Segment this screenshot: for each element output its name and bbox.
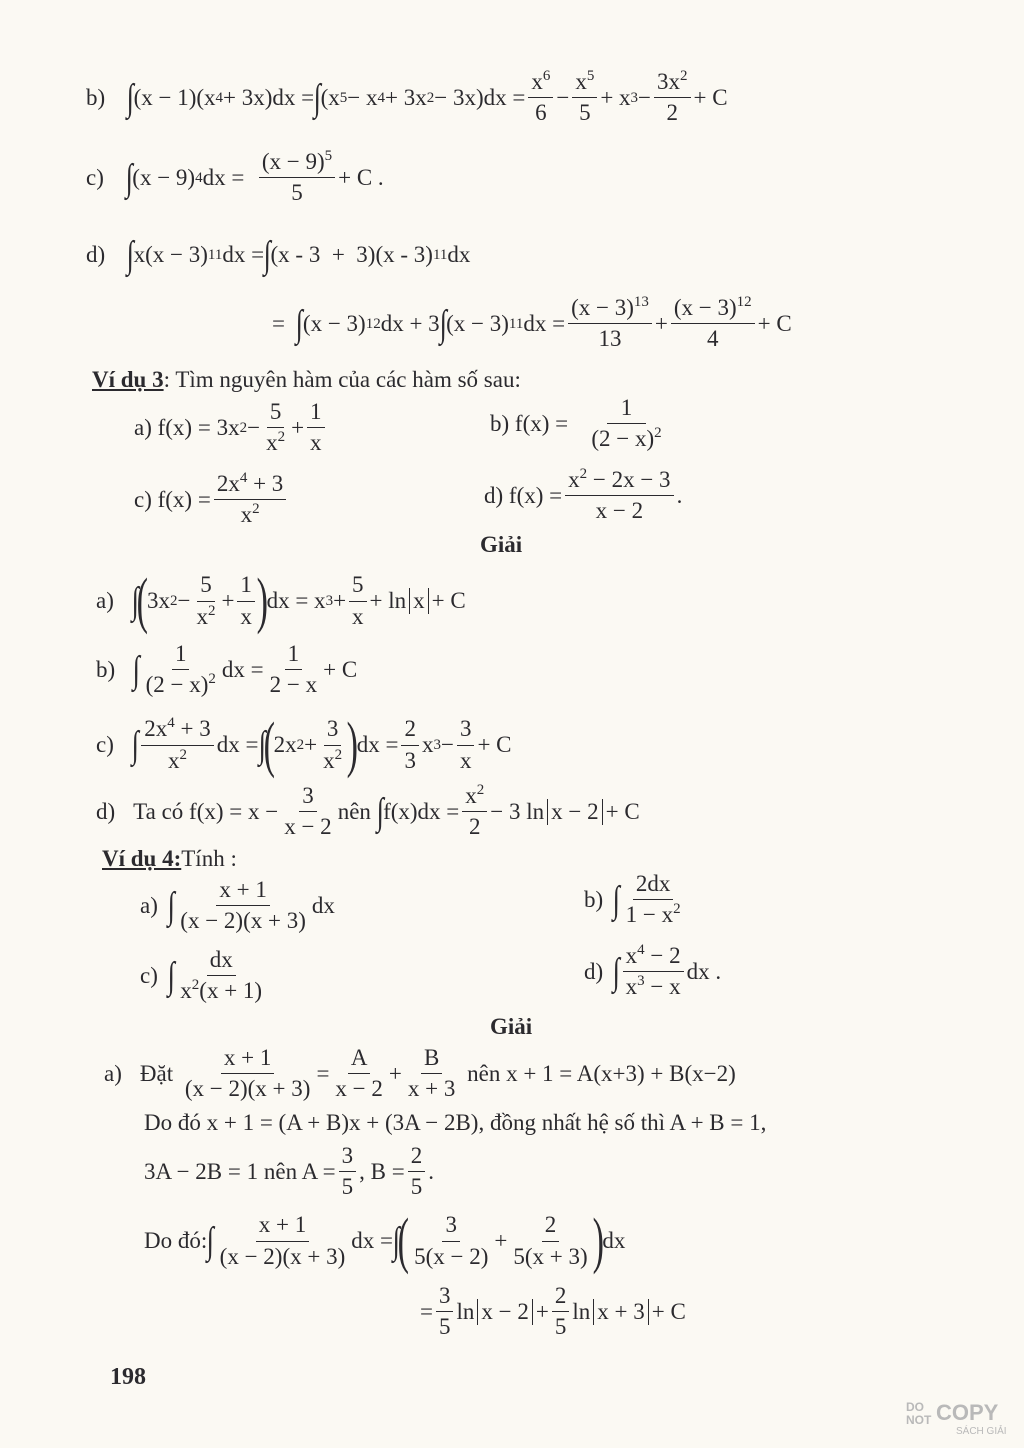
sol4-a-2: Do đó x + 1 = (A + B)x + (3A − 2B), đồng nhất hệ số thì A + B = 1, (144, 1110, 767, 1135)
example3-heading: Ví dụ 3 (92, 367, 164, 392)
example4-text: Tính : (181, 846, 237, 871)
ex4-a: a) ∫ x + 1 (x − 2)(x + 3) dx (140, 877, 335, 934)
ex4-d: d) ∫ $x^4 - 2$ $x^3 - x$ dx . (584, 942, 722, 1000)
sol3-a: a) ∫ ( 3x 2 − 5 $x^2$ + 1 x ) dx = x 3 + 5 x + ln x + C (96, 567, 466, 635)
label-c: c) (86, 164, 104, 190)
example3-text: : Tìm nguyên hàm của các hàm số sau: (163, 367, 521, 392)
ex3-a: a) f(x) = 3x 2 − 5 $x^2$ + 1 x (134, 400, 328, 455)
formula-c: ∫ (x − 9) 4 dx = $(x - 9)^5$ 5 + C . (125, 148, 384, 206)
ex3-c: c) f(x) = $2x^4 + 3$ $x^2$ (134, 472, 289, 527)
sol3-d: d) Ta có f(x) = x − $\frac{3}{x - 2}$ nên ∫ f(x)dx = $x^2$ 2 − 3 ln x − 2 + C (96, 782, 640, 840)
example4-title (102, 846, 237, 872)
exercise-d-line (86, 236, 470, 274)
label-b: b) (86, 84, 106, 110)
sol3-c: c) ∫ $2x^4 + 3$ $x^2$ dx = ∫ ( 2x 2 + 3 $x^2$ ) dx = 2 3 x 3 − 3 x + C (96, 711, 512, 779)
sol4-a-4: Do đó: ∫ x + 1 (x − 2)(x + 3) dx = ∫ ( 3 5(x − 2) + 2 5(x + 3) ) dx (144, 1207, 626, 1275)
label-d: d) (86, 242, 106, 267)
ex4-c: c) ∫ dx $x^2(x + 1)$ (140, 947, 263, 1004)
exercise-c-line (86, 150, 384, 205)
ex3-b: b) f(x) = 1 $(2 - x)^2$ (490, 395, 662, 452)
formula-b: ∫ (x − 1)(x 4 + 3x)dx = ∫ (x 5 − x 4 + 3x 2 − 3x)dx = $x^6$ 6 − $x^5$ 5 + x 3 − $3x^2$ 2 + C (126, 68, 728, 126)
ex4-b: b) ∫ 2dx $1 - x^2$ (584, 871, 681, 928)
formula-d-2: = ∫ (x − 3) 12 dx + 3 ∫ (x − 3) 11 dx = $(x - 3)^{13}$ 13 + $(x - 3)^{12}$ 4 + C (272, 294, 792, 352)
sol4-a-3: 3A − 2B = 1 nên A = $\frac{3}{5}$ , B = 2 5 . (144, 1143, 434, 1200)
example3-title (92, 367, 521, 393)
example3-solution-heading: Giải (480, 532, 523, 557)
page-number: 198 (110, 1364, 146, 1390)
example4-solution-heading: Giải (490, 1014, 533, 1039)
sol3-b: b) ∫ 1 $(2 - x)^2$ dx = 1 2 − x + C (96, 641, 358, 698)
ex3-d: d) f(x) = $x^2 - 2x - 3$ x − 2 . (484, 466, 683, 524)
exercise-b-line (86, 70, 728, 125)
sol4-a-5: = 3 5 ln x − 2 + 2 5 ln x + 3 + C (420, 1283, 686, 1340)
formula-d-1: ∫ x(x − 3) 11 dx = ∫ (x - 3 + 3)(x - 3) 11 dx (126, 234, 471, 276)
sol4-a-1: a) Đặt x + 1 (x − 2)(x + 3) = A x − 2 + B x + 3 nên x + 1 = A(x+3) + B(x−2) (104, 1045, 736, 1102)
example4-heading: Ví dụ 4: (102, 846, 182, 871)
watermark-logo: DO NOT COPY SÁCH GIẢI (906, 1400, 1007, 1437)
